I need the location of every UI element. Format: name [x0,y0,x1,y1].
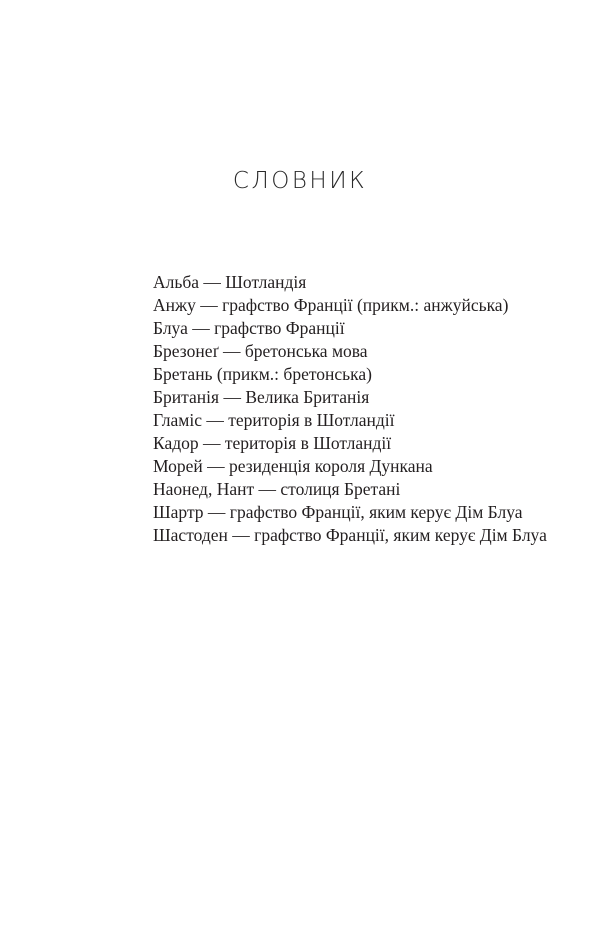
glossary-entry: Морей — резиденція короля Дункана [153,456,433,476]
glossary-entry: Блуа — графство Франції [153,318,345,338]
glossary-entry: Альба — Шотландія [153,272,307,292]
glossary-entry: Брезонеґ — бретонська мова [153,341,368,361]
glossary-entry: Шастоден — графство Франції, яким керує Дім Блуа [153,525,547,545]
glossary-list [153,271,547,547]
glossary-entry: Кадор — територія в Шотландії [153,433,392,453]
glossary-entry: Наонед, Нант — столиця Бретані [153,479,401,499]
glossary-entry: Анжу — графство Франції (прикм.: анжуйська) [153,295,509,315]
glossary-entry: Бретань (прикм.: бретонська) [153,364,372,384]
glossary-entry: Британія — Велика Британія [153,387,370,407]
page-title: СЛОВНИК [232,168,368,194]
glossary-entry: Гламіс — територія в Шотландії [153,410,395,430]
glossary-entry: Шартр — графство Франції, яким керує Дім Блуа [153,502,523,522]
